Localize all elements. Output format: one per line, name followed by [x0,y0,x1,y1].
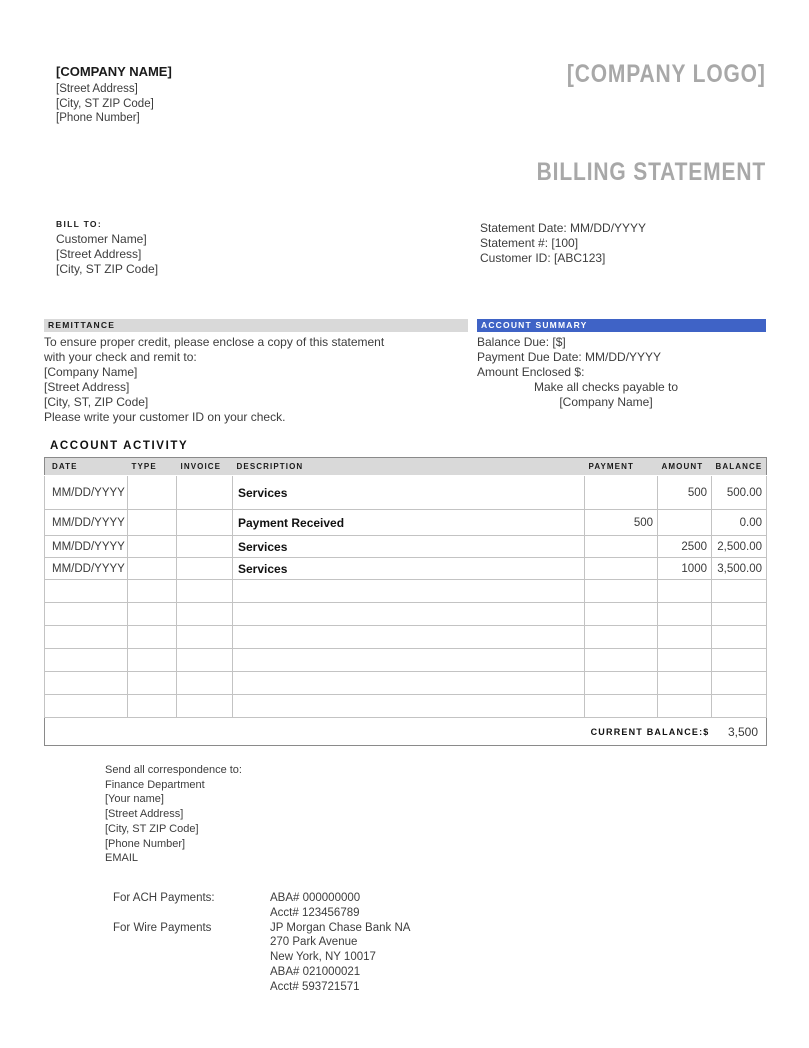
table-cell [233,603,585,626]
table-cell: 500.00 [712,476,767,510]
payment-due-date: Payment Due Date: MM/DD/YYYY [477,350,662,364]
account-activity-table-wrap [44,457,767,746]
table-cell [128,649,177,672]
table-cell: Payment Received [233,510,585,536]
current-balance-value: 3,500 [712,718,767,746]
bill-to-city: [City, ST ZIP Code] [56,262,159,276]
table-cell [128,580,177,603]
table-cell: 500 [585,510,658,536]
table-cell: 0.00 [712,510,767,536]
column-header-date: DATE [45,458,128,476]
payment-detail-line: Acct# 123456789 [270,906,360,919]
table-cell: Services [233,476,585,510]
balance-due: Balance Due: [$] [477,335,566,349]
correspondence-line: Send all correspondence to: [105,764,242,776]
table-cell [585,476,658,510]
company-city: [City, ST ZIP Code] [56,97,154,110]
table-cell [45,649,128,672]
table-cell [658,672,712,695]
payment-detail-line: Acct# 593721571 [270,980,360,993]
table-cell [45,695,128,718]
table-cell: MM/DD/YYYY [45,536,128,558]
statement-date: Statement Date: MM/DD/YYYY [480,221,647,235]
table-cell [585,558,658,580]
company-logo-placeholder [529,60,766,89]
table-cell [233,672,585,695]
payment-detail-line: ABA# 000000000 [270,892,361,904]
table-cell [658,580,712,603]
table-cell: 1000 [658,558,712,580]
correspondence-line: [City, ST ZIP Code] [105,822,199,835]
column-header-payment: PAYMENT [585,458,658,476]
company-name: [COMPANY NAME] [56,64,172,79]
table-row [45,649,767,672]
account-summary-header-bar: ACCOUNT SUMMARY [477,319,766,332]
account-activity-table [44,457,767,746]
table-cell [177,510,233,536]
table-cell [177,558,233,580]
table-cell [177,580,233,603]
table-cell [585,626,658,649]
current-balance-row [45,718,767,746]
account-activity-title: ACCOUNT ACTIVITY [50,440,189,452]
correspondence-line: EMAIL [105,852,139,865]
table-cell [658,649,712,672]
remittance-line: [City, ST, ZIP Code] [44,395,149,409]
statement-number: Statement #: [100] [480,236,579,250]
table-cell [658,510,712,536]
remittance-section [44,319,468,425]
checks-payable-note: Make all checks payable to [533,380,679,394]
payment-detail-line: ABA# 021000021 [270,965,361,978]
table-cell [45,626,128,649]
bill-to-label: BILL TO: [56,219,102,229]
bill-to-block [56,219,158,277]
table-cell [128,672,177,695]
table-row [45,580,767,603]
table-cell [712,626,767,649]
table-cell [128,558,177,580]
customer-id: Customer ID: [ABC123] [480,251,606,265]
table-cell [177,695,233,718]
table-cell [233,580,585,603]
table-cell: 3,500.00 [712,558,767,580]
table-cell [712,649,767,672]
remittance-line: Please write your customer ID on your check. [44,410,286,424]
correspondence-block [105,763,242,866]
remittance-line: [Company Name] [44,365,138,379]
table-cell [712,603,767,626]
company-block [56,64,172,126]
activity-body [45,476,767,718]
bill-to-street: [Street Address] [56,247,142,261]
table-cell [233,626,585,649]
table-cell: MM/DD/YYYY [45,510,128,536]
table-cell [128,603,177,626]
column-header-description: DESCRIPTION [233,458,585,476]
table-cell: 500 [658,476,712,510]
table-row [45,672,767,695]
remittance-header-bar: REMITTANCE [44,319,468,332]
table-cell [658,626,712,649]
table-cell [585,695,658,718]
correspondence-line: [Phone Number] [105,837,186,850]
amount-enclosed: Amount Enclosed $: [477,365,585,379]
payment-details [270,891,533,995]
table-cell [177,649,233,672]
document-title-wrap [493,158,766,187]
activity-header-row [45,458,767,476]
remittance-line: [Street Address] [44,380,130,394]
remittance-line: To ensure proper credit, please enclose a copy of this statement [44,335,385,349]
table-cell [658,603,712,626]
table-cell [177,626,233,649]
column-header-invoice: INVOICE [177,458,233,476]
table-cell [45,580,128,603]
table-cell [128,695,177,718]
table-cell [128,536,177,558]
company-phone: [Phone Number] [56,112,140,125]
statement-info-block [480,221,646,266]
payment-detail-line: 270 Park Avenue [270,936,358,949]
bill-to-customer: Customer Name] [56,232,147,246]
table-cell: Services [233,558,585,580]
table-cell [585,580,658,603]
correspondence-line: [Street Address] [105,808,184,821]
table-cell [128,476,177,510]
current-balance-label: CURRENT BALANCE:$ [45,718,712,746]
company-logo-text: [COMPANY LOGO] [567,60,766,88]
table-cell: MM/DD/YYYY [45,476,128,510]
ach-payments-label: For ACH Payments: [113,892,215,904]
checks-payable-company: [Company Name] [559,395,653,409]
table-cell [177,476,233,510]
correspondence-line: [Your name] [105,793,164,806]
table-cell [585,536,658,558]
wire-payments-label: For Wire Payments [113,921,212,934]
table-cell: MM/DD/YYYY [45,558,128,580]
table-cell [233,649,585,672]
column-header-amount: AMOUNT [658,458,712,476]
table-row [45,695,767,718]
table-cell: 2,500.00 [712,536,767,558]
correspondence-line: Finance Department [105,778,205,791]
remittance-line: with your check and remit to: [44,350,197,364]
table-cell [658,695,712,718]
table-row [45,626,767,649]
table-cell [712,672,767,695]
table-row [45,536,767,558]
company-street: [Street Address] [56,83,138,95]
table-row [45,510,767,536]
table-cell [233,695,585,718]
payment-detail-line: New York, NY 10017 [270,951,376,964]
payment-detail-line: JP Morgan Chase Bank NA [270,921,411,934]
table-cell [712,695,767,718]
table-cell [177,603,233,626]
document-title: BILLING STATEMENT [536,158,766,186]
table-cell: Services [233,536,585,558]
table-cell [585,603,658,626]
table-cell [177,672,233,695]
column-header-balance: BALANCE [712,458,767,476]
table-cell [177,536,233,558]
table-row [45,476,767,510]
table-row [45,603,767,626]
column-header-type: TYPE [128,458,177,476]
table-cell [585,649,658,672]
table-row [45,558,767,580]
table-cell [45,603,128,626]
table-cell [712,580,767,603]
table-cell: 2500 [658,536,712,558]
table-cell [128,626,177,649]
table-cell [45,672,128,695]
table-cell [585,672,658,695]
payments-block [113,891,533,995]
account-summary-section [477,319,766,410]
table-cell [128,510,177,536]
